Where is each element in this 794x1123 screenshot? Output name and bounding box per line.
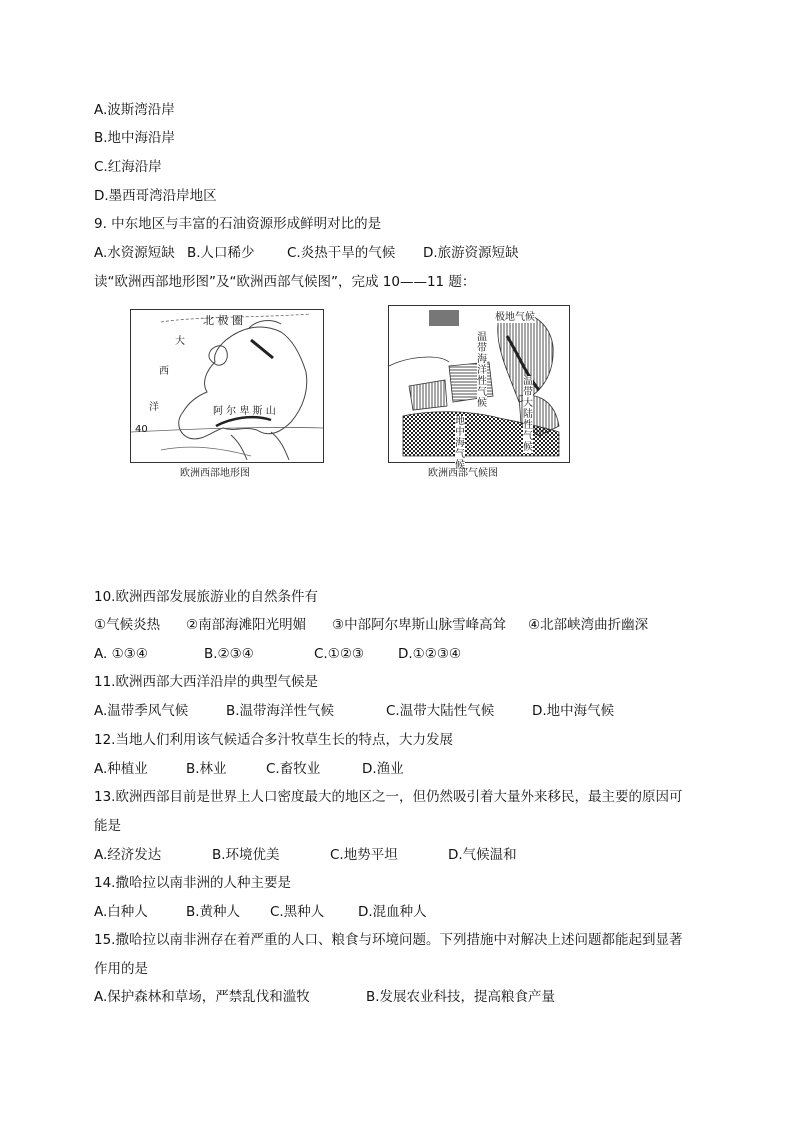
q12-option-d: D.渔业 [362, 761, 404, 777]
q15-options [94, 988, 555, 1006]
q10-item-2: ②南部海滩阳光明媚 [186, 617, 307, 633]
ocean-char-3: 洋 [149, 402, 159, 413]
q11-option-c: C.温带大陆性气候 [386, 703, 495, 719]
q10-stem: 10.欧洲西部发展旅游业的自然条件有 [94, 589, 318, 605]
q10-option-b: B.②③④ [204, 646, 254, 662]
q8-option-b: B.地中海沿岸 [94, 130, 176, 146]
q11-option-d: D.地中海气候 [532, 703, 615, 719]
q10-option-d: D.①②③④ [398, 646, 462, 662]
q10-options [94, 645, 461, 663]
q15-option-b: B.发展农业科技，提高粮食产量 [366, 989, 556, 1005]
q10-option-c: C.①②③ [314, 646, 365, 662]
q15-stem-line-2: 作用的是 [94, 961, 148, 977]
q14-option-a: A.白种人 [94, 904, 148, 920]
q14-option-c: C.黑种人 [270, 904, 325, 920]
q11-option-a: A.温带季风气候 [94, 703, 189, 719]
maritime-climate-label: 温带海洋性气候 [477, 332, 487, 409]
q9-option-a: A.水资源短缺 [94, 245, 175, 261]
q8-option-a: A.波斯湾沿岸 [94, 102, 175, 118]
q13-stem-line-1: 13.欧洲西部目前是世界上人口密度最大的地区之一，但仍然吸引着大量外来移民，最主要的原因可 [94, 789, 683, 805]
alps-label: 阿 尔 卑 斯 山 [213, 406, 276, 417]
terrain-map-caption: 欧洲西部地形图 [180, 468, 250, 479]
terrain-map-drawing [131, 310, 323, 462]
q9-option-c: C.炎热干旱的气候 [287, 245, 396, 261]
q13-option-a: A.经济发达 [94, 847, 162, 863]
polar-climate-label: 极地气候 [495, 308, 535, 323]
q14-option-d: D.混血种人 [358, 904, 427, 920]
q10-option-a: A. ①③④ [94, 646, 148, 662]
ocean-char-1: 大 [175, 336, 185, 347]
q13-option-d: D.气候温和 [448, 847, 517, 863]
climate-map-caption: 欧洲西部气候图 [428, 468, 498, 479]
q8-option-d: D.墨西哥湾沿岸地区 [94, 188, 217, 204]
q9-stem: 9. 中东地区与丰富的石油资源形成鲜明对比的是 [94, 216, 382, 232]
latitude-40-label: 40 [135, 424, 148, 435]
q10-item-4: ④北部峡湾曲折幽深 [528, 617, 649, 633]
q10-item-3: ③中部阿尔卑斯山脉雪峰高耸 [332, 617, 507, 633]
q15-option-a: A.保护森林和草场，严禁乱伐和滥牧 [94, 989, 310, 1005]
q12-option-c: C.畜牧业 [266, 761, 321, 777]
q9-options [94, 244, 519, 262]
climate-map [388, 305, 570, 471]
q11-options [94, 702, 614, 720]
q11-option-b: B.温带海洋性气候 [226, 703, 335, 719]
q13-options [94, 846, 517, 864]
q15-stem-line-1: 15.撒哈拉以南非洲存在着严重的人口、粮食与环境问题。下列措施中对解决上述问题都能起到显著 [94, 932, 683, 948]
q9-option-d: D.旅游资源短缺 [423, 245, 519, 261]
q14-option-b: B.黄种人 [186, 904, 241, 920]
q10-item-1: ①气候炎热 [94, 617, 161, 633]
q12-option-a: A.种植业 [94, 761, 148, 777]
q13-option-b: B.环境优美 [212, 847, 280, 863]
q12-stem: 12.当地人们利用该气候适合多汁牧草生长的特点，大力发展 [94, 732, 453, 748]
q10-items [94, 616, 648, 634]
ocean-char-2: 西 [159, 366, 169, 377]
q13-option-c: C.地势平坦 [330, 847, 398, 863]
map-intro: 读“欧洲西部地形图”及“欧洲西部气候图”，完成 10——11 题： [94, 274, 476, 290]
continental-climate-label: 温带大陆性气候 [523, 376, 533, 453]
q12-option-b: B.林业 [186, 761, 227, 777]
q11-stem: 11.欧洲西部大西洋沿岸的典型气候是 [94, 674, 318, 690]
q14-options [94, 903, 427, 921]
q9-option-b: B.人口稀少 [187, 245, 255, 261]
mediterranean-climate-label: 地中海气候 [455, 416, 465, 471]
q12-options [94, 760, 404, 778]
q8-option-c: C.红海沿岸 [94, 159, 162, 175]
terrain-map [130, 309, 324, 463]
q13-stem-line-2: 能是 [94, 818, 121, 834]
arctic-circle-label: 北 极 圈 [203, 314, 243, 327]
q14-stem: 14.撒哈拉以南非洲的人种主要是 [94, 875, 291, 891]
